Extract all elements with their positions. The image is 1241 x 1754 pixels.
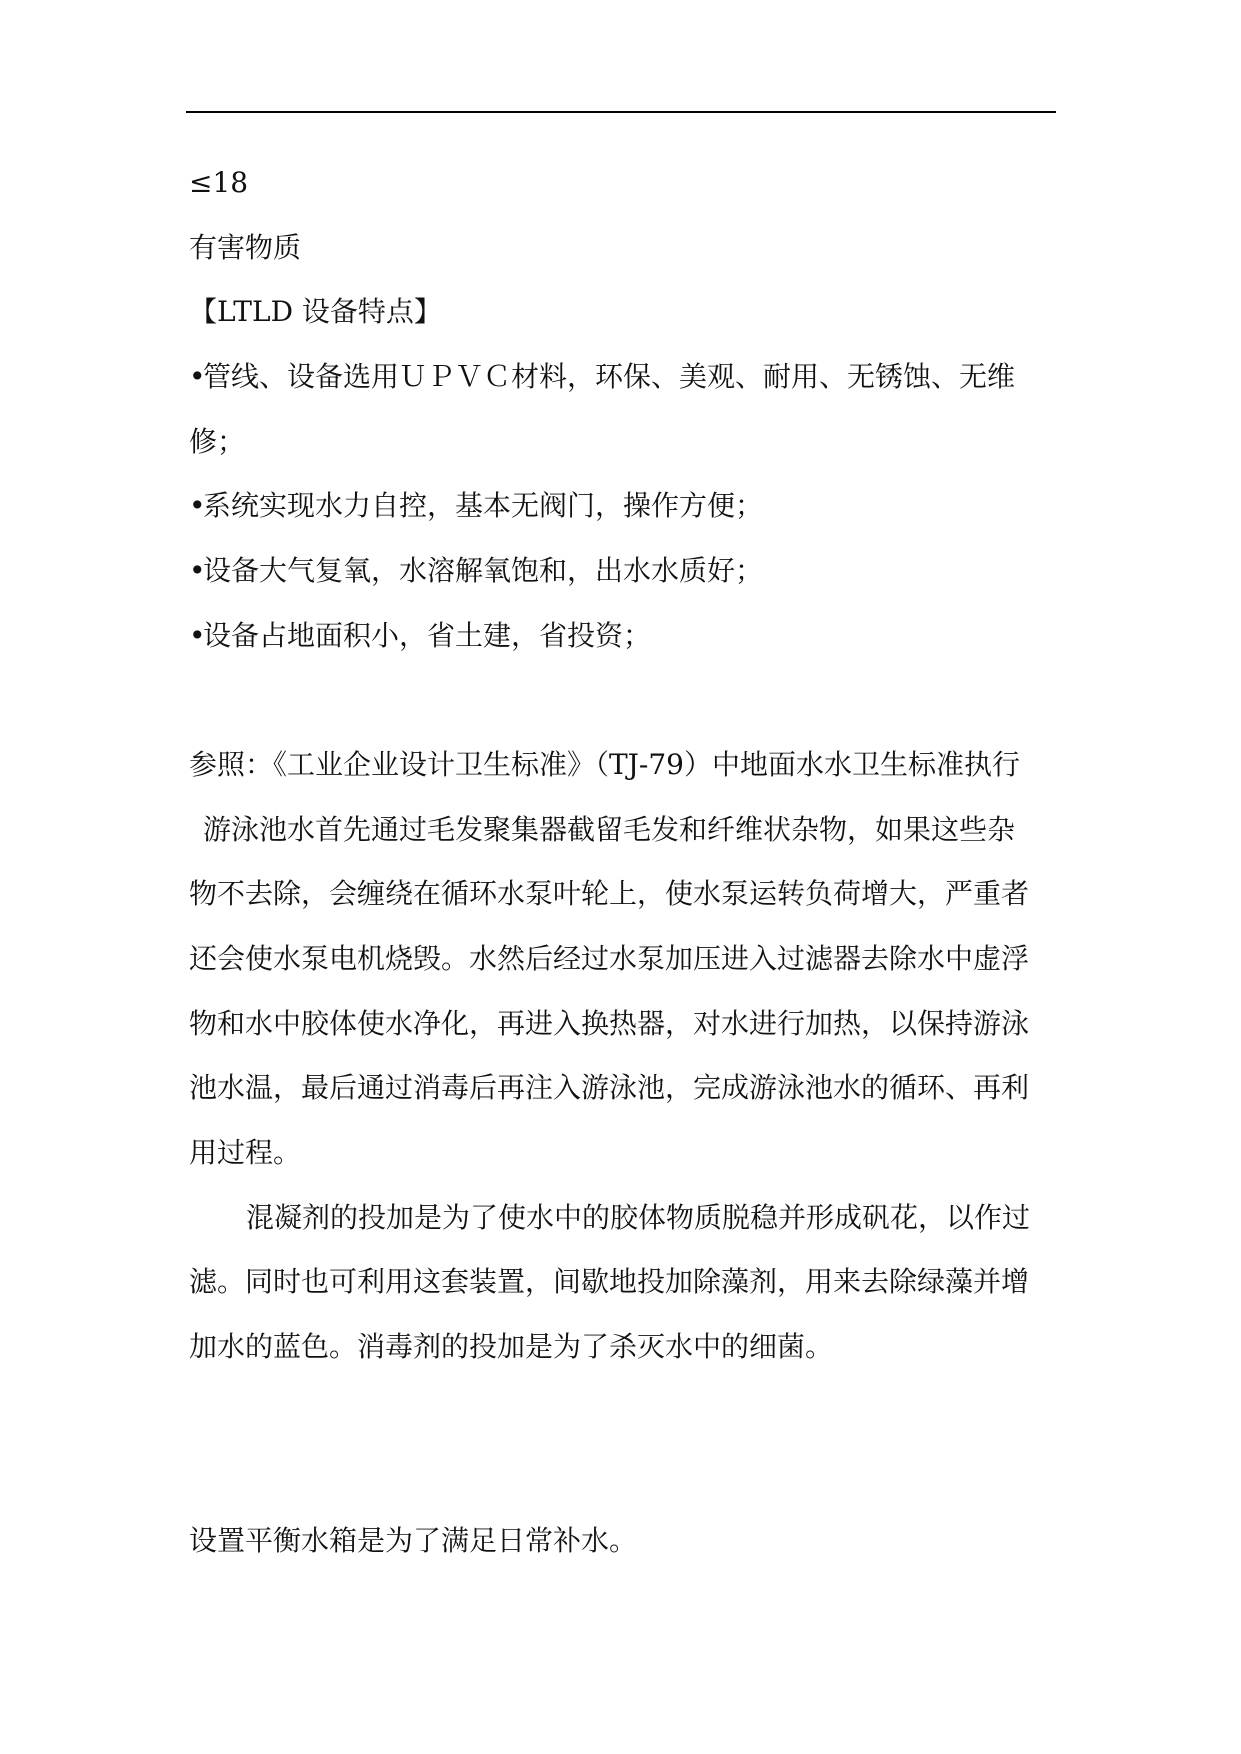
text-line: 有害物质 [189,231,302,264]
section-heading: 【LTLD 设备特点】 [189,295,442,328]
paragraph-line: 池水温，最后通过消毒后再注入游泳池，完成游泳池水的循环、再利 [189,1071,1030,1104]
bullet-text: 设备大气复氧，水溶解氧饱和，出水水质好； [203,554,764,587]
text-line: 修； [189,425,246,458]
paragraph-line: 加水的蓝色。消毒剂的投加是为了杀灭水中的细菌。 [189,1330,834,1363]
reference-line: 参照：《工业企业设计卫生标准》（TJ-79）中地面水水卫生标准执行 [189,748,1020,781]
bullet-marker: • [189,360,206,393]
bullet-marker: • [189,554,206,587]
paragraph-line: 游泳池水首先通过毛发聚集器截留毛发和纤维状杂物，如果这些杂 [203,813,1016,846]
bullet-text: 管线、设备选用ＵＰＶＣ材料，环保、美观、耐用、无锈蚀、无维 [203,360,1016,393]
bullet-item [189,489,1059,523]
paragraph-line: 混凝剂的投加是为了使水中的胶体物质脱稳并形成矾花，以作过 [246,1201,1031,1234]
bullet-item [189,619,1059,653]
paragraph-line: 设置平衡水箱是为了满足日常补水。 [189,1524,638,1557]
paragraph-line: 用过程。 [189,1136,302,1169]
paragraph-line: 滤。同时也可利用这套装置，间歇地投加除藻剂，用来去除绿藻并增 [189,1265,1030,1298]
bullet-item [189,554,1059,588]
bullet-item [189,360,1059,394]
paragraph-line: 物不去除，会缠绕在循环水泵叶轮上，使水泵运转负荷增大，严重者 [189,877,1030,910]
bullet-marker: • [189,489,206,522]
bullet-marker: • [189,619,206,652]
paragraph-line: 物和水中胶体使水净化，再进入换热器，对水进行加热，以保持游泳 [189,1007,1030,1040]
header-rule [186,111,1056,113]
text-line: ≤18 [189,166,249,199]
bullet-text: 设备占地面积小，省土建，省投资； [203,619,652,652]
bullet-text: 系统实现水力自控，基本无阀门，操作方便； [203,489,764,522]
paragraph-line: 还会使水泵电机烧毁。水然后经过水泵加压进入过滤器去除水中虚浮 [189,942,1030,975]
